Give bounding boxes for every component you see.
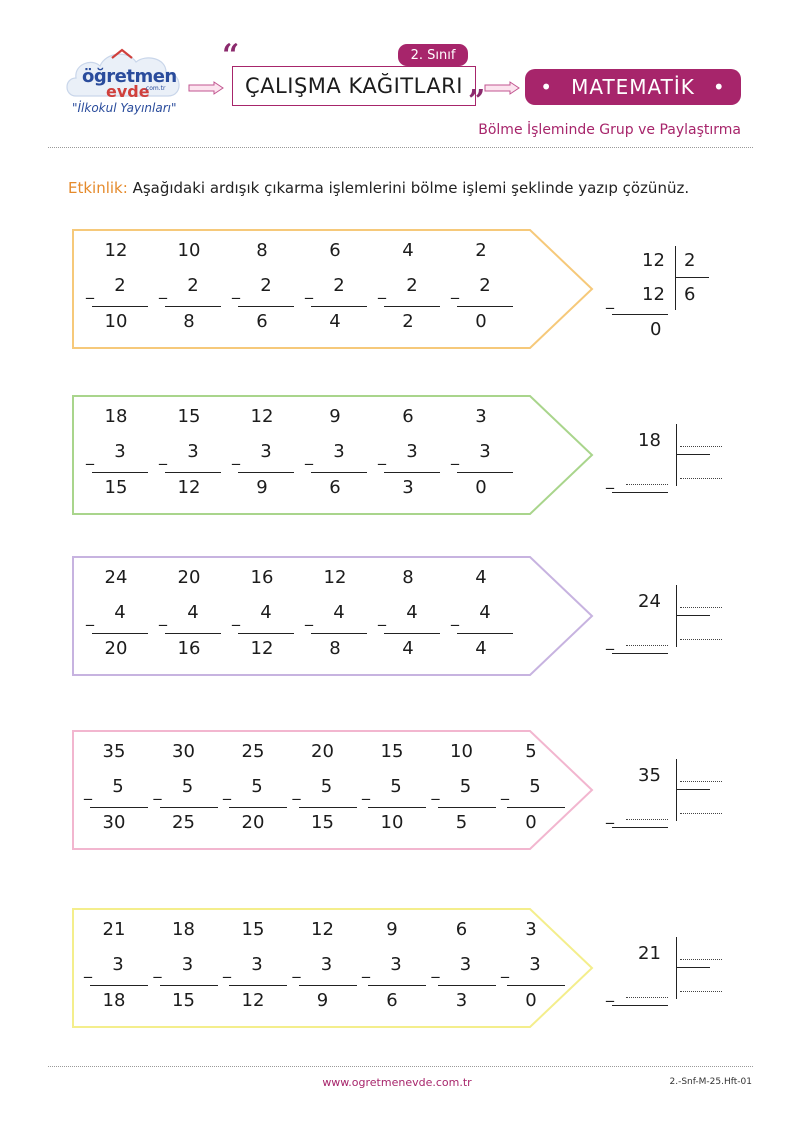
quotient: 6 [684, 284, 696, 305]
minus-sign: _ [451, 446, 459, 465]
subtraction-line [299, 807, 357, 808]
subtrahend: 3 [390, 954, 402, 975]
difference: 20 [241, 812, 265, 833]
instruction-text: Aşağıdaki ardışık çıkarma işlemlerini bölme işlemi şeklinde yazıp çözünüz. [127, 179, 690, 197]
subtraction-line [238, 633, 294, 634]
minus-sign: _ [305, 607, 313, 626]
subtraction-line [160, 985, 218, 986]
subtrahend: 3 [260, 441, 272, 462]
divisor-line [676, 967, 710, 968]
instruction-label: Etkinlik: [68, 179, 128, 197]
subtraction-line [229, 985, 287, 986]
subtrahend: 4 [333, 602, 345, 623]
remainder: 0 [650, 319, 662, 340]
difference: 4 [402, 638, 414, 659]
minus-sign: _ [159, 280, 167, 299]
subtraction-line [438, 807, 496, 808]
difference: 20 [104, 638, 128, 659]
subtrahend: 4 [479, 602, 491, 623]
minus-sign: _ [232, 607, 240, 626]
minus-sign: _ [451, 280, 459, 299]
difference: 6 [386, 990, 398, 1011]
minuend: 35 [102, 741, 126, 762]
division-bar [676, 585, 677, 647]
subtraction-line [438, 985, 496, 986]
subtraction-line [299, 985, 357, 986]
division-bar [676, 424, 677, 486]
arrow-right-icon [484, 81, 520, 95]
minus-sign: _ [501, 781, 509, 800]
minus-sign: _ [292, 959, 301, 978]
minus-sign: _ [606, 290, 614, 309]
difference: 18 [102, 990, 126, 1011]
minus-sign: _ [501, 959, 509, 978]
divisor-blank [680, 781, 722, 782]
difference: 2 [402, 311, 414, 332]
logo-subtitle: "İlkokul Yayınları" [72, 101, 177, 115]
minuend: 9 [386, 919, 398, 940]
subtrahend: 5 [390, 776, 402, 797]
subtrahend: 3 [459, 954, 472, 975]
minus-sign: _ [223, 959, 231, 978]
minuend: 3 [475, 406, 487, 427]
subtrahend: 2 [260, 275, 272, 296]
difference: 8 [183, 311, 195, 332]
subtraction-line [238, 472, 294, 473]
quotient-blank [680, 991, 722, 992]
subtraction-line [368, 985, 426, 986]
minuend: 12 [104, 240, 128, 261]
subtrahend: 5 [459, 776, 472, 797]
minuend: 25 [241, 741, 265, 762]
difference: 15 [104, 477, 128, 498]
remainder-line [612, 827, 668, 828]
remainder-line [612, 314, 668, 315]
minus-sign: _ [378, 446, 386, 465]
minuend: 8 [256, 240, 268, 261]
subtrahend: 5 [181, 776, 194, 797]
difference: 15 [311, 812, 334, 833]
subtrahend: 2 [479, 275, 491, 296]
subtrahend: 4 [260, 602, 272, 623]
logo-wordmark-bottom: evde [106, 82, 150, 101]
minus-sign: _ [86, 607, 94, 626]
subtrahend: 4 [187, 602, 199, 623]
minuend: 9 [329, 406, 341, 427]
subtraction-line [238, 306, 294, 307]
divisor-line [676, 454, 710, 455]
worksheet-title: ÇALIŞMA KAĞITLARI [232, 66, 476, 106]
minus-sign: _ [606, 470, 614, 489]
subtraction-line [229, 807, 287, 808]
minuend: 20 [311, 741, 334, 762]
minuend: 24 [104, 567, 128, 588]
minuend: 15 [380, 741, 404, 762]
remainder-line [612, 492, 668, 493]
dividend: 12 [642, 250, 665, 271]
subtrahend: 3 [529, 954, 541, 975]
minuend: 8 [402, 567, 414, 588]
difference: 3 [455, 990, 468, 1011]
subtrahend: 3 [112, 954, 124, 975]
minuend: 30 [172, 741, 195, 762]
division-bar [676, 937, 677, 999]
minus-sign: _ [153, 781, 162, 800]
minus-sign: _ [86, 446, 94, 465]
division-bar [676, 759, 677, 821]
minuend: 12 [250, 406, 274, 427]
minus-sign: _ [232, 446, 240, 465]
subtraction-line [92, 472, 148, 473]
quotient-blank [680, 639, 722, 640]
difference: 25 [172, 812, 195, 833]
subtrahend: 3 [251, 954, 263, 975]
minuend: 18 [172, 919, 195, 940]
subtrahend: 2 [187, 275, 199, 296]
subtraction-line [457, 306, 513, 307]
product-blank [626, 645, 668, 646]
difference: 4 [329, 311, 341, 332]
minus-sign: _ [431, 781, 440, 800]
minuend: 4 [475, 567, 487, 588]
subtrahend: 2 [333, 275, 345, 296]
close-quote-icon: ” [468, 84, 486, 119]
bullet-icon: • [540, 75, 554, 99]
minuend: 5 [525, 741, 537, 762]
subtrahend: 5 [320, 776, 333, 797]
minuend: 15 [241, 919, 265, 940]
minus-sign: _ [606, 983, 614, 1002]
divisor: 2 [684, 250, 696, 271]
difference: 3 [402, 477, 414, 498]
dividend: 35 [638, 765, 661, 786]
product: 12 [642, 284, 665, 305]
difference: 6 [256, 311, 268, 332]
difference: 10 [104, 311, 128, 332]
minuend: 15 [177, 406, 201, 427]
quotient-blank [680, 478, 722, 479]
open-quote-icon: “ [222, 38, 240, 73]
subject-badge [525, 69, 741, 105]
remainder-line [612, 1005, 668, 1006]
minus-sign: _ [362, 781, 370, 800]
minus-sign: _ [159, 607, 167, 626]
subtrahend: 5 [112, 776, 124, 797]
minuend: 6 [402, 406, 414, 427]
minus-sign: _ [378, 607, 386, 626]
minuend: 6 [329, 240, 341, 261]
logo-wordmark-top: öğretmen [82, 66, 177, 87]
header-divider [48, 147, 753, 148]
difference: 12 [241, 990, 265, 1011]
subtraction-line [165, 306, 221, 307]
product-blank [626, 997, 668, 998]
division-bar [675, 246, 676, 310]
dividend: 24 [638, 591, 661, 612]
subtraction-line [160, 807, 218, 808]
minus-sign: _ [305, 280, 313, 299]
dividend: 21 [638, 943, 661, 964]
difference: 12 [177, 477, 201, 498]
minuend: 4 [402, 240, 414, 261]
minuend: 12 [311, 919, 334, 940]
difference: 0 [475, 477, 487, 498]
difference: 9 [316, 990, 329, 1011]
subtrahend: 2 [406, 275, 418, 296]
divisor-blank [680, 446, 722, 447]
subtrahend: 3 [333, 441, 345, 462]
difference: 4 [475, 638, 487, 659]
subtrahend: 5 [529, 776, 541, 797]
minuend: 20 [177, 567, 201, 588]
grade-badge: 2. Sınıf [398, 44, 468, 66]
subtraction-line [384, 633, 440, 634]
difference: 0 [525, 812, 537, 833]
product-blank [626, 819, 668, 820]
footer-code: 2.-Snf-M-25.Hft-01 [669, 1077, 752, 1087]
subtraction-line [92, 306, 148, 307]
minus-sign: _ [86, 280, 94, 299]
minus-sign: _ [232, 280, 240, 299]
subtrahend: 3 [479, 441, 491, 462]
subject-label: MATEMATİK [571, 75, 695, 99]
minuend: 21 [102, 919, 126, 940]
subtraction-line [311, 306, 367, 307]
difference: 15 [172, 990, 195, 1011]
quotient-blank [680, 813, 722, 814]
subtraction-line [457, 472, 513, 473]
divisor-line [676, 789, 710, 790]
remainder-line [612, 653, 668, 654]
subtrahend: 3 [406, 441, 418, 462]
subtrahend: 3 [114, 441, 126, 462]
minuend: 10 [177, 240, 201, 261]
minus-sign: _ [153, 959, 162, 978]
subtraction-line [165, 633, 221, 634]
divisor-line [675, 277, 709, 278]
divisor-line [676, 615, 710, 616]
subtraction-line [368, 807, 426, 808]
difference: 12 [250, 638, 274, 659]
minus-sign: _ [292, 781, 301, 800]
minus-sign: _ [606, 805, 614, 824]
difference: 10 [380, 812, 404, 833]
minus-sign: _ [305, 446, 313, 465]
subtraction-line [507, 985, 565, 986]
subtraction-line [92, 633, 148, 634]
subtraction-line [507, 807, 565, 808]
subtraction-line [90, 985, 148, 986]
subtrahend: 4 [114, 602, 126, 623]
minuend: 2 [475, 240, 487, 261]
difference: 9 [256, 477, 268, 498]
difference: 16 [177, 638, 201, 659]
minuend: 18 [104, 406, 128, 427]
difference: 30 [102, 812, 126, 833]
dividend: 18 [638, 430, 661, 451]
minus-sign: _ [223, 781, 231, 800]
subtraction-line [90, 807, 148, 808]
subtrahend: 3 [320, 954, 333, 975]
minuend: 12 [323, 567, 347, 588]
subtraction-line [384, 306, 440, 307]
divisor-blank [680, 607, 722, 608]
minuend: 10 [450, 741, 473, 762]
product-blank [626, 484, 668, 485]
minuend: 3 [525, 919, 537, 940]
difference: 8 [329, 638, 341, 659]
logo-domain: .com.tr [144, 85, 166, 92]
divisor-blank [680, 959, 722, 960]
subtrahend: 3 [181, 954, 194, 975]
subtraction-line [457, 633, 513, 634]
subtrahend: 2 [114, 275, 126, 296]
subtraction-line [311, 472, 367, 473]
minus-sign: _ [431, 959, 440, 978]
minuend: 6 [455, 919, 468, 940]
minus-sign: _ [362, 959, 370, 978]
difference: 6 [329, 477, 341, 498]
difference: 0 [475, 311, 487, 332]
footer-divider [48, 1066, 753, 1067]
minus-sign: _ [84, 959, 92, 978]
minus-sign: _ [606, 631, 614, 650]
subtraction-line [165, 472, 221, 473]
difference: 0 [525, 990, 537, 1011]
bullet-icon: • [712, 75, 726, 99]
footer-url: www.ogretmenevde.com.tr [322, 1076, 472, 1089]
minus-sign: _ [378, 280, 386, 299]
minus-sign: _ [84, 781, 92, 800]
subtrahend: 5 [251, 776, 263, 797]
minuend: 16 [250, 567, 274, 588]
minus-sign: _ [159, 446, 167, 465]
instruction [68, 176, 708, 201]
topic-subtitle: Bölme İşleminde Grup ve Paylaştırma [478, 122, 741, 138]
subtrahend: 4 [406, 602, 418, 623]
minus-sign: _ [451, 607, 459, 626]
subtrahend: 3 [187, 441, 199, 462]
subtraction-line [384, 472, 440, 473]
subtraction-line [311, 633, 367, 634]
arrow-right-icon [188, 81, 224, 95]
difference: 5 [455, 812, 468, 833]
